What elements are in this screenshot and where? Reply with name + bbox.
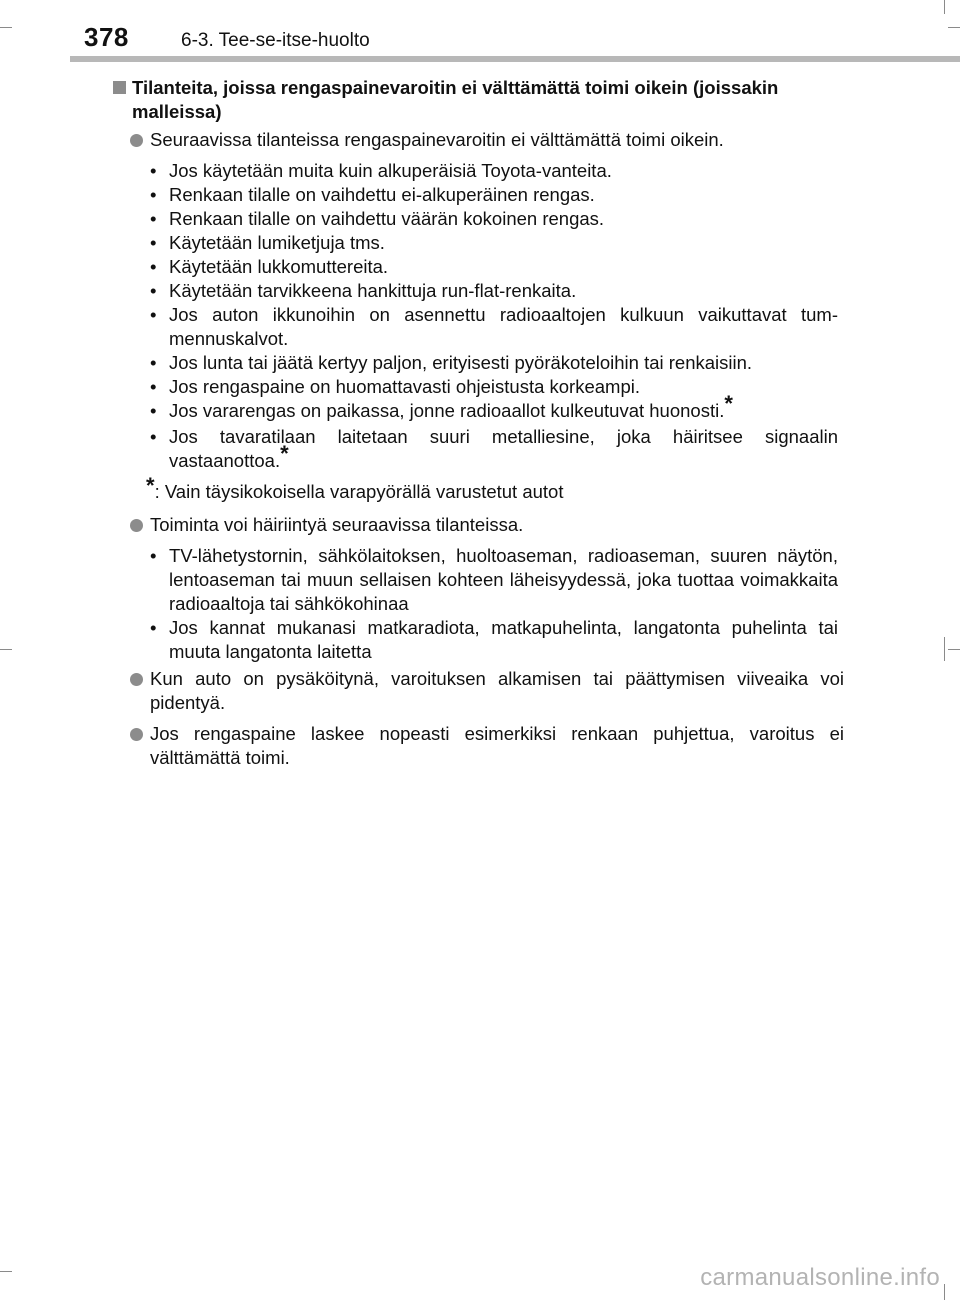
list-item: • Käytetään tarvikkeena hankittuja run-flat-renkaita.: [150, 280, 577, 301]
list-item: • Renkaan tilalle on vaihdettu väärän kokoinen rengas.: [150, 208, 605, 229]
section-heading-text: Tilanteita, joissa rengaspainevaroitin ei välttämättä toimi oikein (joissakin malleissa): [132, 77, 779, 122]
list-item: • Jos käytetään muita kuin alkuperäisiä Toyota-vanteita.: [150, 160, 612, 181]
list-item: • Jos rengaspaine on huomattavasti ohjeistusta korkeampi.: [150, 376, 640, 397]
section-title: 6-3. Tee-se-itse-huolto: [181, 30, 370, 51]
paragraph: [130, 722, 844, 770]
crop-mark: [944, 637, 945, 661]
crop-mark: [948, 649, 960, 650]
page-number: 378: [84, 22, 129, 52]
round-bullet-icon: [130, 673, 143, 686]
section-heading: [113, 76, 843, 124]
interference-list: [148, 544, 838, 664]
asterisk-icon: *: [280, 441, 289, 466]
watermark: carmanualsonline.info: [700, 1264, 940, 1291]
asterisk-icon: *: [724, 391, 733, 416]
paragraph: [130, 667, 844, 715]
list-item: • Jos kannat mukanasi matkaradiota, matkapuhelinta, langatonta puhelinta tai muuta langatonta laitetta: [150, 617, 838, 662]
footnote: [146, 473, 564, 504]
square-bullet-icon: [113, 81, 126, 94]
round-bullet-icon: [130, 728, 143, 741]
list-item: • Jos auton ikkunoihin on asennettu radioaaltojen kulkuun vaikuttavat tum-mennuskalvot.: [150, 304, 838, 349]
list-item: • TV-lähetystornin, sähkölaitoksen, huoltoaseman, radioaseman, suuren näytön, lentoaseman tai muun sellaisen kohteen läheisyydessä, joka tuottaa voimakkaita radioaaltoja tai sähkökohinaa: [150, 545, 838, 614]
list-item: • Käytetään lukkomuttereita.: [150, 256, 389, 277]
round-bullet-icon: [130, 134, 143, 147]
crop-mark: [944, 0, 945, 14]
list-item: • Jos tavaratilaan laitetaan suuri metalliesine, joka häiritsee signaalin vastaanottoa.*: [150, 426, 838, 471]
round-bullet-icon: [130, 519, 143, 532]
crop-mark: [0, 1271, 12, 1272]
list-item: • Käytetään lumiketjuja tms.: [150, 232, 385, 253]
crop-mark: [0, 649, 12, 650]
header-rule: [70, 56, 960, 62]
crop-mark: [944, 1284, 945, 1300]
paragraph-text: Kun auto on pysäköitynä, varoituksen alkamisen tai päättymisen viiveaika voi pidentyä.: [150, 668, 844, 713]
list-item: • Renkaan tilalle on vaihdettu ei-alkuperäinen rengas.: [150, 184, 595, 205]
paragraph-text: Toiminta voi häiriintyä seuraavissa tilanteissa.: [150, 514, 524, 535]
crop-mark: [948, 27, 960, 28]
paragraph: [130, 513, 844, 537]
paragraph-text: Jos rengaspaine laskee nopeasti esimerkiksi renkaan puhjettua, varoitus ei välttämättä toimi.: [150, 723, 844, 768]
footnote-text: : Vain täysikokoisella varapyörällä varustetut autot: [154, 481, 564, 502]
paragraph: [130, 128, 844, 152]
situation-list: [148, 159, 838, 473]
list-item: • Jos vararengas on paikassa, jonne radioaallot kulkeutuvat huonosti.*: [150, 391, 733, 421]
list-item: • Jos lunta tai jäätä kertyy paljon, erityisesti pyöräkoteloihin tai renkaisiin.: [150, 352, 753, 373]
paragraph-text: Seuraavissa tilanteissa rengaspainevaroitin ei välttämättä toimi oikein.: [150, 129, 724, 150]
asterisk-icon: *: [146, 473, 155, 498]
crop-mark: [0, 27, 12, 28]
